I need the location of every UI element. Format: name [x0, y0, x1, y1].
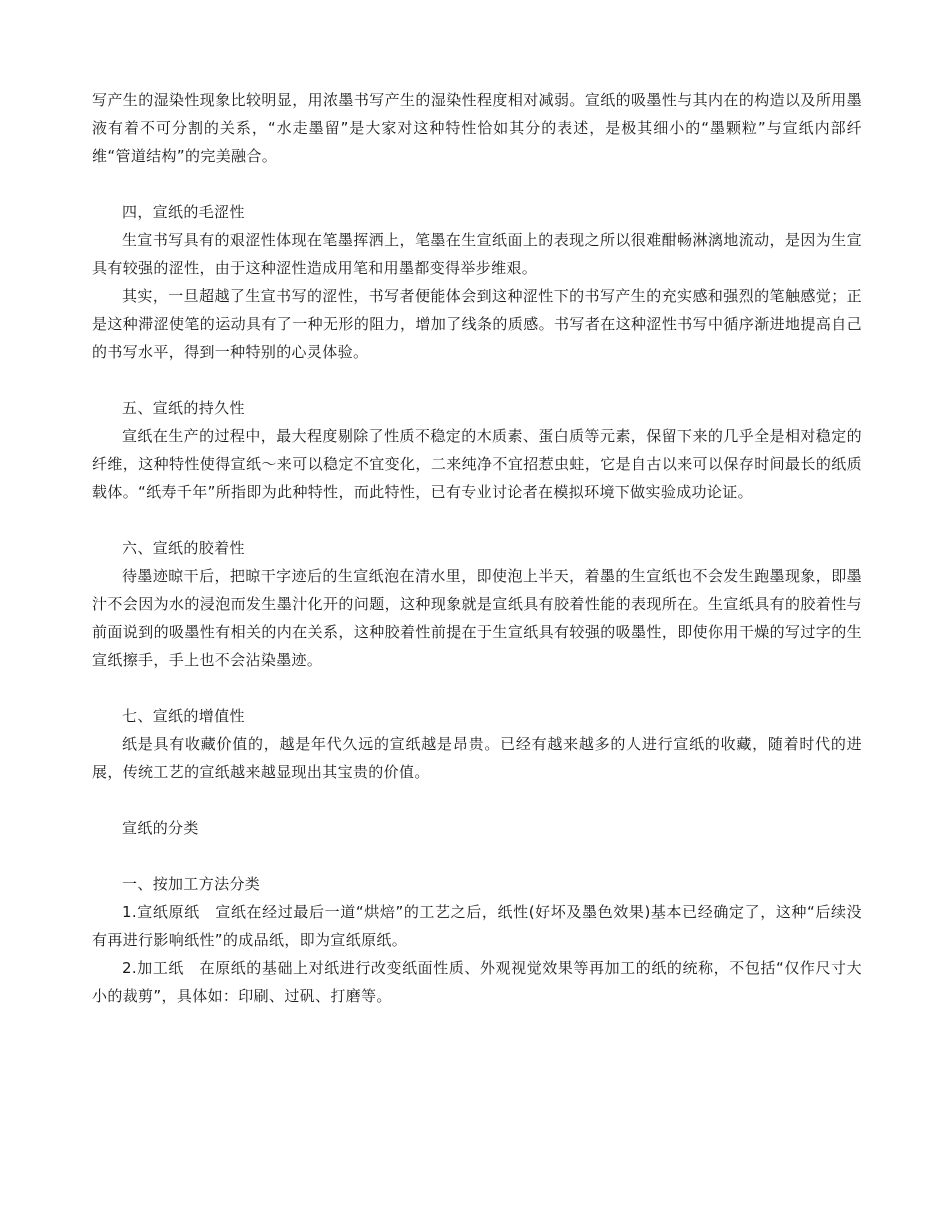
section-heading-seven: 七、宣纸的增值性	[122, 707, 245, 725]
section-five-paragraph-1: 宣纸在生产的过程中，最大程度剔除了性质不稳定的木质素、蛋白质等元素，保留下来的几乎全是相对稳定的纤维，这种特性使得宣纸～来可以稳定不宜变化，二来纯净不宜招惹虫蛀，它是自古以来可以保存时间最长的纸质载体。“纸寿千年”所指即为此种特性，而此特性，已有专业讨论者在模拟环境下做实验成功论证。	[92, 427, 862, 501]
section-heading-five: 五、宣纸的持久性	[122, 399, 245, 417]
section-heading-six: 六、宣纸的胶着性	[122, 539, 245, 557]
classification-title: 宣纸的分类	[122, 819, 199, 837]
method-heading: 一、按加工方法分类	[122, 875, 261, 893]
section-heading-four: 四，宣纸的毛涩性	[122, 203, 245, 221]
document-body	[92, 86, 862, 1010]
spacer	[92, 674, 862, 702]
spacer	[92, 786, 862, 814]
spacer	[92, 506, 862, 534]
section-seven-paragraph-1: 纸是具有收藏价值的，越是年代久远的宣纸越是昂贵。已经有越来越多的人进行宣纸的收藏，随着时代的进展，传统工艺的宣纸越来越显现出其宝贵的价值。	[92, 735, 862, 781]
spacer	[92, 842, 862, 870]
spacer	[92, 170, 862, 198]
section-six-paragraph-1: 待墨迹晾干后，把晾干字迹后的生宣纸泡在清水里，即使泡上半天，着墨的生宣纸也不会发生跑墨现象，即墨汁不会因为水的浸泡而发生墨汁化开的问题，这种现象就是宣纸具有胶着性能的表现所在。生宣纸具有的胶着性与前面说到的吸墨性有相关的内在关系，这种胶着性前提在于生宣纸具有较强的吸墨性，即使你用干燥的写过字的生宣纸擦手，手上也不会沾染墨迹。	[92, 567, 862, 669]
section-four-paragraph-2: 其实，一旦超越了生宣书写的涩性，书写者便能体会到这种涩性下的书写产生的充实感和强烈的笔触感觉；正是这种滞涩使笔的运动具有了一种无形的阻力，增加了线条的质感。书写者在这种涩性书写中循序渐进地提高自己的书写水平，得到一种特别的心灵体验。	[92, 287, 862, 361]
intro-paragraph: 写产生的湿染性现象比较明显，用浓墨书写产生的湿染性程度相对减弱。宣纸的吸墨性与其内在的构造以及所用墨液有着不可分割的关系，“水走墨留”是大家对这种特性恰如其分的表述，是极其细小的“墨颗粒”与宣纸内部纤维“管道结构”的完美融合。	[92, 91, 862, 165]
list-item-raw-paper: 1.宣纸原纸 宣纸在经过最后一道“烘焙”的工艺之后，纸性(好坏及墨色效果)基本已经确定了，这种“后续没有再进行影响纸性”的成品纸，即为宣纸原纸。	[92, 903, 862, 949]
list-item-processed-paper: 2.加工纸 在原纸的基础上对纸进行改变纸面性质、外观视觉效果等再加工的纸的统称，不包括“仅作尺寸大小的裁剪”，具体如：印刷、过矾、打磨等。	[92, 959, 862, 1005]
spacer	[92, 366, 862, 394]
section-four-paragraph-1: 生宣书写具有的艰涩性体现在笔墨挥洒上，笔墨在生宣纸面上的表现之所以很难酣畅淋漓地流动，是因为生宣具有较强的涩性，由于这种涩性造成用笔和用墨都变得举步维艰。	[92, 231, 862, 277]
